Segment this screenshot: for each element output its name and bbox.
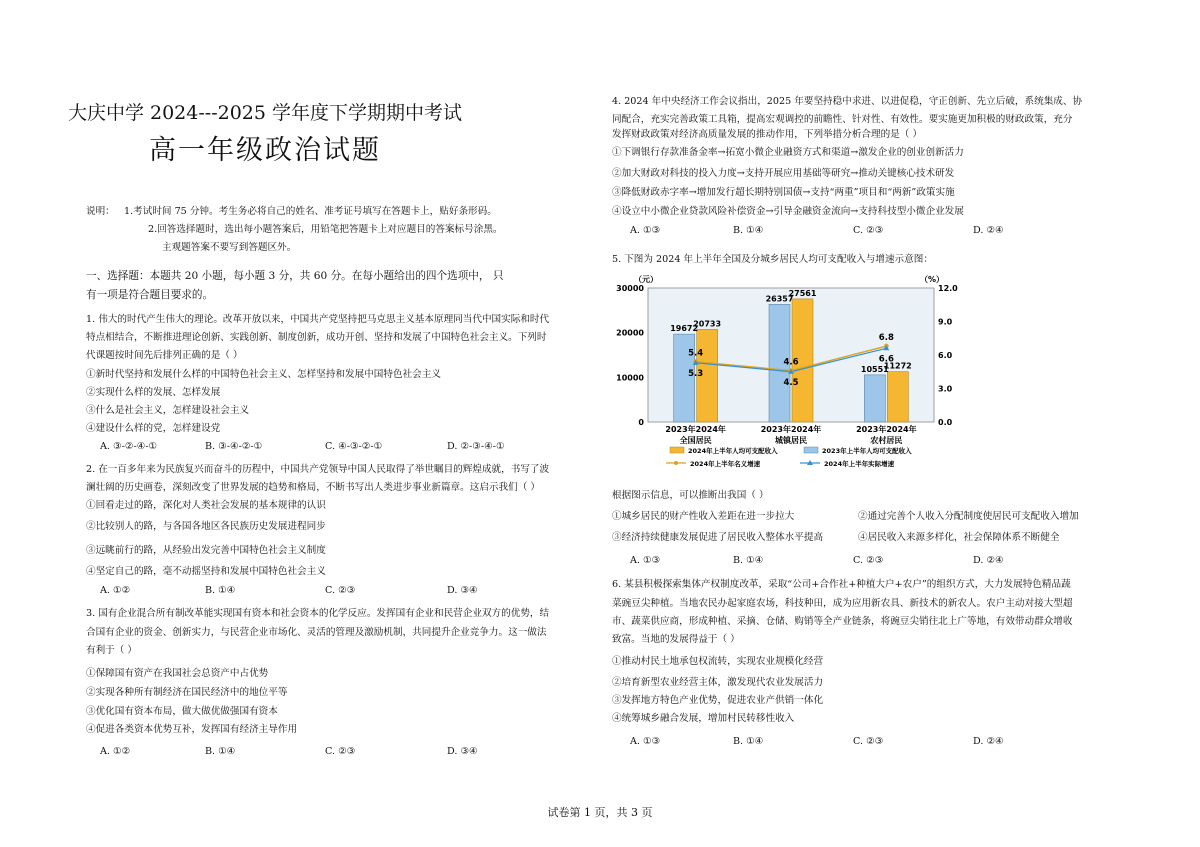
q2-choice-b: B. ①④	[205, 585, 236, 596]
q1-stem-line: 特点相结合，不断推进理论创新、实践创新、制度创新，成功开创、坚持和发展了中国特色社会主义。下列时	[86, 332, 547, 343]
q6-choice-d: D. ②④	[973, 736, 1004, 747]
bar-2023-value-label: 19672	[670, 324, 699, 334]
legend-swatch-2024	[670, 447, 684, 453]
exam-school-title: 大庆中学 2024---2025 学年度下学期期中考试	[67, 102, 463, 124]
q2-item: ③远眺前行的路，从经验出发完善中国特色社会主义制度	[86, 545, 326, 556]
q3-item: ②实现各种所有制经济在国民经济中的地位平等	[86, 687, 288, 698]
q1-choice-d: D. ②-③-④-①	[447, 441, 505, 452]
exam-subject-title: 高一年级政治试题	[149, 135, 381, 166]
q3-item: ③优化国有资本布局，做大做优做强国有资本	[86, 706, 278, 717]
q4-stem-line: 发挥财政政策对经济高质量发展的推动作用，下列举措分析合理的是（ ）	[612, 129, 923, 140]
q5-item: ④居民收入来源多样化，社会保障体系不断健全	[858, 532, 1060, 543]
q4-choice-c: C. ②③	[853, 225, 884, 236]
instructions-label: 说明：	[86, 206, 115, 217]
q5-item: ①城乡居民的财产性收入差距在进一步拉大	[612, 511, 795, 522]
nominal-growth-label: 5.4	[688, 348, 704, 359]
nominal-growth-label: 4.6	[783, 357, 799, 368]
y-left-tick-label: 30000	[616, 284, 644, 293]
page-footer: 试卷第 1 页，共 3 页	[547, 806, 653, 819]
y-right-tick-label: 9.0	[938, 317, 953, 327]
bar-2024-value-label: 11272	[883, 361, 912, 371]
q6-item: ②培育新型农业经营主体，激发现代农业发展活力	[612, 677, 824, 688]
q5-item: ②通过完善个人收入分配制度使居民可支配收入增加	[858, 511, 1079, 522]
q4-choice-d: D. ②④	[973, 225, 1004, 236]
q6-item: ④统筹城乡融合发展，增加村民转移性收入	[612, 713, 795, 724]
q1-item: ②实现什么样的发展、怎样发展	[86, 387, 221, 398]
y-left-tick-label: 10000	[616, 373, 644, 383]
x-tick-category-label: 全国居民	[679, 436, 712, 445]
q3-stem-line: 有利于（ ）	[86, 645, 138, 656]
q4-stem-line: 同配合，充实完善政策工具箱，提高宏观调控的前瞻性、针对性、有效性。要实施更加积极的财政政策，充分	[612, 114, 1073, 125]
q2-stem-line: 澜壮阔的历史画卷，深刻改变了世界发展的趋势和格局，不断书写出人类进步事业新篇章。这启示我们（ ）	[86, 482, 540, 493]
q5-question: 根据图示信息，可以推断出我国（ ）	[612, 490, 769, 501]
q4-choice-a: A. ①③	[630, 225, 661, 236]
bar-2024-value-label: 20733	[693, 319, 722, 329]
q3-choice-c: C. ②③	[325, 746, 356, 757]
bar-2024-value-label: 27561	[788, 288, 817, 298]
q5-choice-b: B. ①④	[733, 555, 764, 566]
q5-choice-d: D. ②④	[973, 555, 1004, 566]
q6-choice-c: C. ②③	[853, 736, 884, 747]
legend-label: 2024年上半年人均可支配收入	[688, 447, 778, 455]
real-growth-label: 5.3	[688, 368, 704, 379]
y-left-tick-label: 0	[638, 418, 644, 427]
q2-stem-line: 2. 在一百多年来为民族复兴而奋斗的历程中，中国共产党领导中国人民取得了举世瞩目的辉煌成就，书写了波	[86, 464, 550, 475]
q1-item: ③什么是社会主义，怎样建设社会主义	[86, 405, 250, 416]
bar-2024	[887, 372, 908, 422]
q1-stem-line: 1. 伟大的时代产生伟大的理论。改革开放以来，中国共产党坚持把马克思主义基本原理同当代中国实际和时代	[86, 314, 550, 325]
y-left-tick-label: 20000	[616, 328, 644, 338]
bar-2023-value-label: 10551	[860, 364, 889, 374]
legend-label: 2024年上半年实际增速	[824, 460, 895, 468]
chart-right-unit: （%）	[920, 275, 945, 284]
chart-left-unit: （元）	[634, 275, 658, 284]
q6-stem-line: 市、蔬菜供应商，形成种植、采摘、仓储、购销等全产业链条，将豌豆尖销往北上广等地，有效带动群众增收	[612, 616, 1073, 627]
instruction-line-1: 1.考试时间 75 分钟。考生务必将自己的姓名、准考证号填写在答题卡上，贴好条形码。	[124, 206, 497, 217]
q4-item: ③降低财政赤字率→增加发行超长期特别国债→支持“两重”项目和“两新”政策实施	[612, 187, 955, 198]
q6-item: ①推动村民土地承包权流转，实现农业规模化经营	[612, 656, 824, 667]
q5-choice-c: C. ②③	[853, 555, 884, 566]
real-growth-label: 4.5	[783, 377, 799, 388]
q3-choice-d: D. ③④	[447, 746, 478, 757]
section-heading-cont: 有一项是符合题目要求的。	[86, 289, 214, 301]
q3-choice-b: B. ①④	[205, 746, 236, 757]
q6-choice-b: B. ①④	[733, 736, 764, 747]
q2-item: ②比较别人的路，与各国各地区各民族历史发展进程同步	[86, 521, 326, 532]
y-right-tick-label: 3.0	[938, 384, 953, 394]
q3-stem-line: 合国有企业的资金、创新实力，与民营企业市场化、灵活的管理及激励机制，共同提升企业竞争力。这一做法	[86, 627, 547, 638]
q4-item: ②加大财政对科技的投入力度→支持开展应用基础等研究→推动关键核心技术研发	[612, 168, 955, 179]
q6-choice-a: A. ①③	[630, 736, 661, 747]
q2-item: ④坚定自己的路，毫不动摇坚持和发展中国特色社会主义	[86, 566, 326, 577]
bar-2023-value-label: 26357	[765, 294, 794, 304]
q5-choice-a: A. ①③	[630, 555, 661, 566]
x-tick-years-label: 2023年2024年	[665, 425, 726, 434]
instruction-line-2: 2.回答选择题时，选出每小题答案后，用铅笔把答题卡上对应题目的答案标号涂黑。	[148, 224, 503, 235]
x-tick-years-label: 2023年2024年	[760, 425, 822, 434]
q2-item: ①回看走过的路，深化对人类社会发展的基本规律的认识	[86, 500, 326, 511]
q4-item: ④设立中小微企业贷款风险补偿资金→引导金融资金流向→支持科技型小微企业发展	[612, 206, 964, 217]
instruction-line-3: 主观题答案不要写到答题区外。	[162, 242, 297, 253]
legend-marker-nominal	[674, 461, 678, 465]
y-right-tick-label: 0.0	[938, 418, 953, 427]
q4-item: ①下调银行存款准备金率→拓宽小微企业融资方式和渠道→激发企业的创业创新活力	[612, 147, 964, 158]
q3-choice-a: A. ①②	[100, 746, 131, 757]
q6-item: ③发挥地方特色产业优势，促进农业产供销一体化	[612, 695, 824, 706]
q6-stem-line: 6. 某县积极探索集体产权制度改革，采取“公司+合作社+种植大户+农户”的组织方式，大力发展特色精品蔬	[612, 579, 1071, 590]
y-right-tick-label: 6.0	[938, 351, 953, 360]
real-growth-label: 6.6	[878, 354, 894, 365]
bar-2023	[864, 375, 885, 422]
q3-item: ④促进各类资本优势互补，发挥国有经济主导作用	[86, 724, 298, 735]
q1-choice-c: C. ④-③-②-①	[325, 441, 383, 452]
x-tick-category-label: 农村居民	[870, 436, 903, 445]
x-tick-category-label: 城镇居民	[775, 436, 807, 445]
legend-label: 2023年上半年人均可支配收入	[822, 447, 912, 455]
q5-item: ③经济持续健康发展促进了居民收入整体水平提高	[612, 532, 824, 543]
y-right-tick-label: 12.0	[938, 284, 958, 293]
q2-choice-c: C. ②③	[325, 585, 356, 596]
q1-choice-b: B. ③-④-②-①	[205, 441, 263, 452]
q1-choice-a: A. ③-②-④-①	[100, 441, 158, 452]
legend-swatch-2023	[804, 447, 818, 453]
income-chart	[608, 270, 968, 480]
q1-stem-line: 代课题按时间先后排列正确的是（ ）	[86, 350, 243, 361]
legend-label: 2024年上半年名义增速	[690, 460, 761, 468]
section-heading: 一、选择题：本题共 20 小题，每小题 3 分，共 60 分。在每小题给出的四个选项中， 只	[86, 270, 504, 282]
q2-choice-d: D. ③④	[447, 585, 478, 596]
q3-item: ①保障国有资产在我国社会总资产中占优势	[86, 668, 269, 679]
q6-stem-line: 菜豌豆尖种植。当地农民办起家庭农场，科技种田，成为应用新农具、新技术的新农人。农户主动对接大型超	[612, 598, 1073, 609]
x-tick-years-label: 2023年2024年	[856, 425, 917, 434]
q4-choice-b: B. ①④	[733, 225, 764, 236]
q2-choice-a: A. ①②	[100, 585, 131, 596]
q3-stem-line: 3. 国有企业混合所有制改革能实现国有资本和社会资本的化学反应。发挥国有企业和民营企业双方的优势，结	[86, 608, 550, 619]
q6-stem-line: 致富。当地的发展得益于（ ）	[612, 634, 740, 645]
nominal-growth-label: 6.8	[878, 333, 894, 344]
q5-stem: 5. 下图为 2024 年上半年全国及分城乡居民人均可支配收入与增速示意图：	[612, 254, 933, 265]
q1-item: ①新时代坚持和发展什么样的中国特色社会主义、怎样坚持和发展中国特色社会主义	[86, 369, 441, 380]
q1-item: ④建设什么样的党，怎样建设党	[86, 423, 221, 434]
q4-stem-line: 4. 2024 年中央经济工作会议指出，2025 年要坚持稳中求进、以进促稳，守正创新、先立后破，系统集成、协	[612, 96, 1083, 107]
